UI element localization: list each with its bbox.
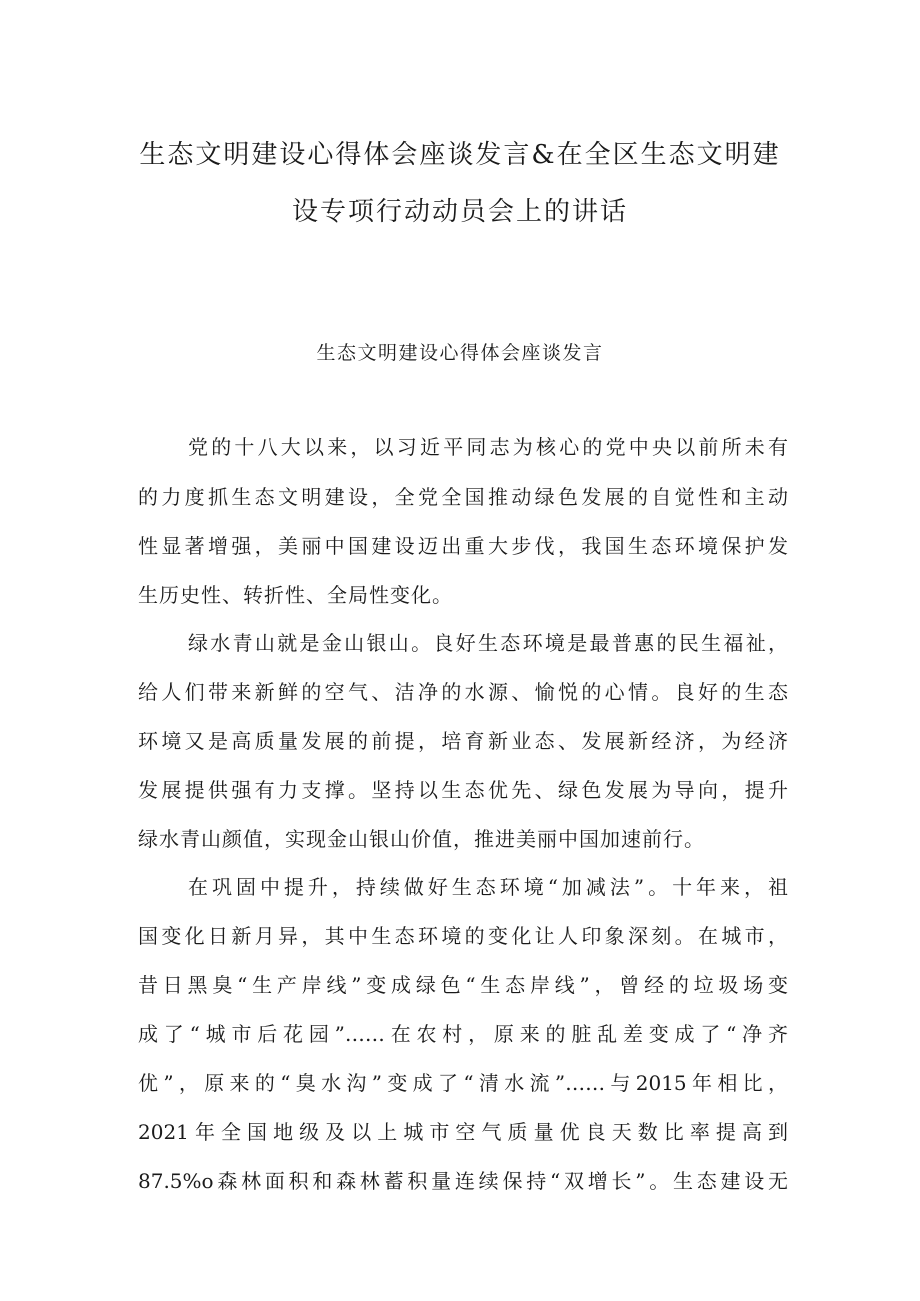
- paragraph-2-line-5: 绿水青山颜值，实现金山银山价值，推进美丽中国加速前行。: [138, 827, 705, 851]
- paragraph-2-line-2: 给人们带来新鲜的空气、洁净的水源、愉悦的心情。良好的生态: [138, 680, 788, 704]
- paragraph-3-line-3: 昔日黑臭“生产岸线”变成绿色“生态岸线”，曾经的垃圾场变: [138, 973, 788, 997]
- document-title-line-2: 设专项行动动员会上的讲话: [291, 197, 628, 227]
- paragraph-3-line-2: 国变化日新月异，其中生态环境的变化让人印象深刻。在城市，: [138, 924, 788, 948]
- section-subtitle: 生态文明建设心得体会座谈发言: [316, 342, 604, 364]
- paragraph-2-line-4: 发展提供强有力支撑。坚持以生态优先、绿色发展为导向，提升: [138, 778, 788, 802]
- paragraph-1-line-4: 生历史性、转折性、全局性变化。: [138, 583, 453, 607]
- paragraph-2-line-1: 绿水青山就是金山银山。良好生态环境是最普惠的民生福祉，: [188, 631, 788, 655]
- paragraph-2-line-3: 环境又是高质量发展的前提，培育新业态、发展新经济，为经济: [138, 729, 788, 753]
- paragraph-1-line-1: 党的十八大以来，以习近平同志为核心的党中央以前所未有: [188, 435, 788, 459]
- document-title-line-1: 生态文明建设心得体会座谈发言&在全区生态文明建: [139, 140, 781, 170]
- paragraph-1-line-3: 性显著增强，美丽中国建设迈出重大步伐，我国生态环境保护发: [138, 534, 788, 558]
- paragraph-1-line-2: 的力度抓生态文明建设，全党全国推动绿色发展的自觉性和主动: [138, 485, 788, 509]
- paragraph-3-line-4: 成了“城市后花园”……在农村，原来的脏乱差变成了“净齐: [138, 1022, 788, 1046]
- paragraph-3-line-6: 2021年全国地级及以上城市空气质量优良天数比率提高到: [138, 1120, 788, 1144]
- paragraph-3-line-5: 优”，原来的“臭水沟”变成了“清水流”……与2015年相比，: [138, 1071, 788, 1095]
- paragraph-3-line-7: 87.5%o森林面积和森林蓄积量连续保持“双增长”。生态建设无: [138, 1169, 788, 1193]
- paragraph-3-line-1: 在巩固中提升，持续做好生态环境“加减法”。十年来，祖: [188, 875, 788, 899]
